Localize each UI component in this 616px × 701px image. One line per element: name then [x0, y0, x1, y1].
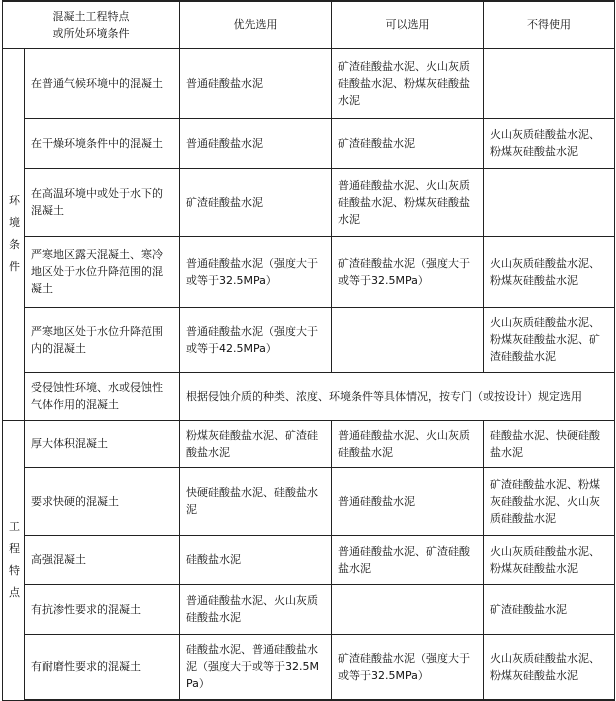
- row-forbidden: 火山灰质硅酸盐水泥、粉煤灰硅酸盐水泥: [484, 236, 615, 307]
- row-forbidden: 火山灰质硅酸盐水泥、粉煤灰硅酸盐水泥、矿渣硅酸盐水泥: [484, 307, 615, 372]
- row-allowed: 矿渣硅酸盐水泥、火山灰质硅酸盐水泥、粉煤灰硅酸盐水泥: [332, 48, 484, 118]
- category-char: 件: [9, 260, 20, 273]
- row-condition: 有抗渗性要求的混凝土: [25, 584, 180, 634]
- row-forbidden: 火山灰质硅酸盐水泥、粉煤灰硅酸盐水泥: [484, 535, 615, 584]
- row-preferred: 普通硅酸盐水泥、火山灰质硅酸盐水泥: [180, 584, 332, 634]
- row-allowed: [332, 307, 484, 372]
- row-forbidden: 火山灰质硅酸盐水泥、粉煤灰硅酸盐水泥: [484, 634, 615, 700]
- table-row: [3, 168, 615, 236]
- category-char: 程: [9, 542, 20, 555]
- row-condition: 有耐磨性要求的混凝土: [25, 634, 180, 700]
- table-row: [3, 420, 615, 467]
- header-condition-line1: 混凝土工程特点: [52, 9, 130, 23]
- category-char: 工: [9, 520, 20, 533]
- row-condition: 要求快硬的混凝土: [25, 467, 180, 535]
- row-allowed: [332, 584, 484, 634]
- header-row: [3, 1, 615, 48]
- cement-selection-table: [2, 0, 615, 701]
- category-environment: [3, 48, 25, 420]
- row-condition: 高强混凝土: [25, 535, 180, 584]
- category-char: 环: [9, 194, 20, 207]
- table-row: [3, 372, 615, 420]
- row-condition: 厚大体积混凝土: [25, 420, 180, 467]
- row-forbidden: 火山灰质硅酸盐水泥、粉煤灰硅酸盐水泥: [484, 118, 615, 168]
- table-row: [3, 634, 615, 700]
- row-forbidden: 矿渣硅酸盐水泥、粉煤灰硅酸盐水泥、火山灰质硅酸盐水泥: [484, 467, 615, 535]
- table-row: [3, 48, 615, 118]
- row-preferred: 普通硅酸盐水泥（强度大于或等于42.5MPa）: [180, 307, 332, 372]
- table-row: [3, 307, 615, 372]
- header-allowed: 可以选用: [332, 1, 484, 48]
- row-preferred: 普通硅酸盐水泥: [180, 118, 332, 168]
- row-allowed: 普通硅酸盐水泥、火山灰质硅酸盐水泥: [332, 420, 484, 467]
- row-preferred: 粉煤灰硅酸盐水泥、矿渣硅酸盐水泥: [180, 420, 332, 467]
- row-condition: 在普通气候环境中的混凝土: [25, 48, 180, 118]
- table-row: [3, 584, 615, 634]
- category-char: 条: [9, 238, 20, 251]
- row-merged-note: 根据侵蚀介质的种类、浓度、环境条件等具体情况，按专门（或按设计）规定选用: [180, 372, 615, 420]
- table-row: [3, 236, 615, 307]
- row-allowed: 普通硅酸盐水泥、矿渣硅酸盐水泥: [332, 535, 484, 584]
- row-allowed: 矿渣硅酸盐水泥: [332, 118, 484, 168]
- row-allowed: 矿渣硅酸盐水泥（强度大于或等于32.5MPa）: [332, 634, 484, 700]
- category-engineering: [3, 420, 25, 700]
- header-forbidden: 不得使用: [484, 1, 615, 48]
- row-condition: 受侵蚀性环境、水或侵蚀性气体作用的混凝土: [25, 372, 180, 420]
- category-char: 特: [9, 564, 20, 577]
- category-char: 境: [9, 216, 20, 229]
- row-preferred: 快硬硅酸盐水泥、硅酸盐水泥: [180, 467, 332, 535]
- row-condition: 严寒地区处于水位升降范围内的混凝土: [25, 307, 180, 372]
- header-preferred: 优先选用: [180, 1, 332, 48]
- row-allowed: 矿渣硅酸盐水泥（强度大于或等于32.5MPa）: [332, 236, 484, 307]
- table-row: [3, 535, 615, 584]
- row-preferred: 硅酸盐水泥、普通硅酸盐水泥（强度大于或等于32.5MPa）: [180, 634, 332, 700]
- header-condition-line2: 或所处环境条件: [52, 26, 130, 40]
- category-char: 点: [9, 586, 20, 599]
- table-row: [3, 467, 615, 535]
- row-forbidden: [484, 48, 615, 118]
- row-condition: 在高温环境中或处于水下的混凝土: [25, 168, 180, 236]
- table-row: [3, 118, 615, 168]
- row-allowed: 普通硅酸盐水泥: [332, 467, 484, 535]
- row-forbidden: 矿渣硅酸盐水泥: [484, 584, 615, 634]
- row-condition: 严寒地区露天混凝土、寒冷地区处于水位升降范围的混凝土: [25, 236, 180, 307]
- row-forbidden: [484, 168, 615, 236]
- row-condition: 在干燥环境条件中的混凝土: [25, 118, 180, 168]
- row-allowed: 普通硅酸盐水泥、火山灰质硅酸盐水泥、粉煤灰硅酸盐水泥: [332, 168, 484, 236]
- header-condition: [3, 1, 180, 48]
- row-preferred: 普通硅酸盐水泥: [180, 48, 332, 118]
- row-preferred: 矿渣硅酸盐水泥: [180, 168, 332, 236]
- row-preferred: 硅酸盐水泥: [180, 535, 332, 584]
- row-forbidden: 硅酸盐水泥、快硬硅酸盐水泥: [484, 420, 615, 467]
- row-preferred: 普通硅酸盐水泥（强度大于或等于32.5MPa）: [180, 236, 332, 307]
